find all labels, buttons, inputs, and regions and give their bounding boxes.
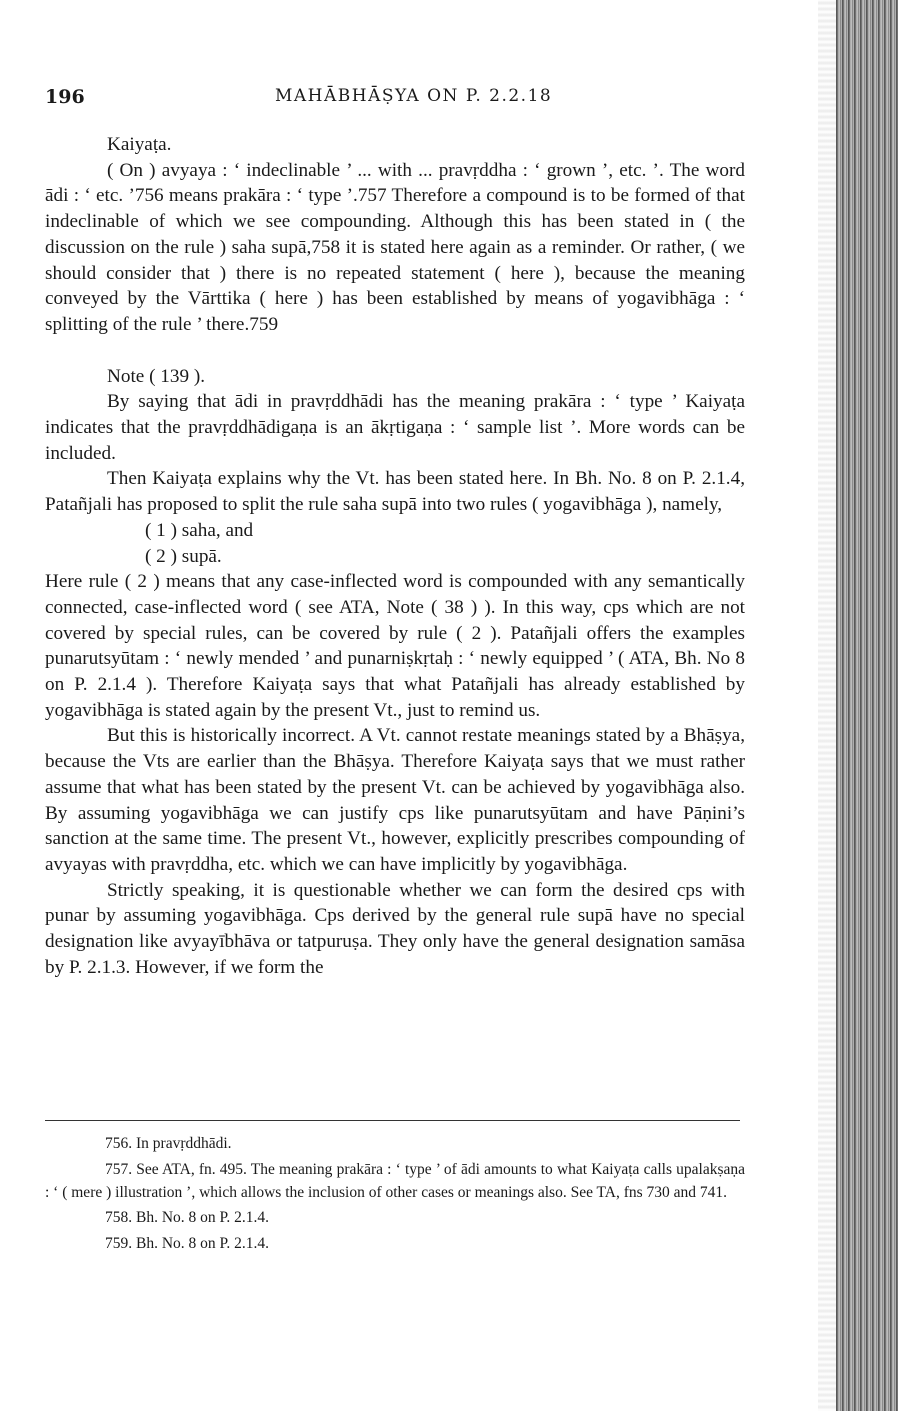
- footnotes: [45, 1133, 745, 1259]
- scanned-binding-edge: [836, 0, 898, 1411]
- paragraph-note-5: Strictly speaking, it is questionable whether we can form the desired cps with punar by assuming yogavibhāga. Cps derived by the general rule supā have no special designation like avyayībhāva or tatpuruṣa. They only have the general designation samāsa by P. 2.1.3. However, if we form the: [45, 879, 745, 978]
- paragraph-translation: ( On ) avyaya : ‘ indeclinable ’ ... with ... pravṛddha : ‘ grown ’, etc. ’. The word ādi : ‘ etc. ’756 means prakāra : ‘ type ’.757 Therefore a compound is to be formed of that indeclinable of which we see compounding. Although this has been stated in ( the discussion on the rule ) saha supā,758 it is stated here again as a reminder. Or rather, ( we should consider that ) there is no repeated statement ( here ), because the meaning conveyed by the Vārttika ( here ) has been established by means of yogavibhāga : ‘ splitting of the rule ’ there.759: [45, 159, 745, 335]
- page-edge-shadow: [818, 0, 836, 1411]
- list-item-1: ( 1 ) saha, and: [145, 519, 254, 541]
- running-head: MAHĀBHĀṢYA ON P. 2.2.18: [275, 86, 553, 106]
- footnote-rule: [45, 1120, 740, 1121]
- spacer: [45, 338, 745, 364]
- footnote-757: 757. See ATA, fn. 495. The meaning prakāra : ‘ type ’ of ādi amounts to what Kaiyaṭa calls upalakṣaṇa : ‘ ( mere ) illustration ’, which allows the inclusion of other cases or meanings also. See TA, fns 730 and 741.: [45, 1160, 745, 1201]
- footnote-756: 756. In pravṛddhādi.: [105, 1135, 232, 1152]
- paragraph-note-4: But this is historically incorrect. A Vt. cannot restate meanings stated by a Bhāṣya, because the Vts are earlier than the Bhāṣya. Therefore Kaiyaṭa says that we must rather assume that what has been stated by the present Vt. can be achieved by yogavibhāga also. By assuming yogavibhāga we can justify cps like punarutsyūtam and have Pāṇini’s sanction at the same time. The present Vt., however, explicitly prescribes compounding of avyayas with pravṛddha, etc. which we can have implicitly by yogavibhāga.: [45, 725, 745, 875]
- paragraph-kaiyata-heading: Kaiyaṭa.: [107, 134, 172, 155]
- main-text: [45, 132, 745, 981]
- page-number: 196: [45, 86, 85, 108]
- paragraph-note-1: By saying that ādi in pravṛddhādi has the meaning prakāra : ‘ type ’ Kaiyaṭa indicates that the pravṛddhādigaṇa is an ākṛtigaṇa : ‘ sample list ’. More words can be included.: [45, 391, 745, 464]
- page-header: [45, 86, 745, 112]
- list-item-2: ( 2 ) supā.: [145, 545, 222, 567]
- footnote-758: 758. Bh. No. 8 on P. 2.1.4.: [105, 1209, 270, 1227]
- paragraph-note-3: Here rule ( 2 ) means that any case-inflected word is compounded with any semantically connected, case-inflected word ( see ATA, Note ( 38 ) ). In this way, cps which are not covered by special rules, can be covered by rule ( 2 ). Patañjali offers the examples punarutsyūtam : ‘ newly mended ’ and punarniṣkṛtaḥ : ‘ newly equipped ’ ( ATA, Bh. No 8 on P. 2.1.4 ). Therefore Kaiyaṭa says that what Patañjali has already established by yogavibhāga is stated again by the present Vt., just to remind us.: [45, 571, 745, 721]
- paragraph-note-heading: Note ( 139 ).: [107, 365, 206, 387]
- footnote-759: 759. Bh. No. 8 on P. 2.1.4.: [105, 1235, 270, 1253]
- paragraph-note-2: Then Kaiyaṭa explains why the Vt. has been stated here. In Bh. No. 8 on P. 2.1.4, Patañjali has proposed to split the rule saha supā into two rules ( yogavibhāga ), namely,: [45, 468, 745, 516]
